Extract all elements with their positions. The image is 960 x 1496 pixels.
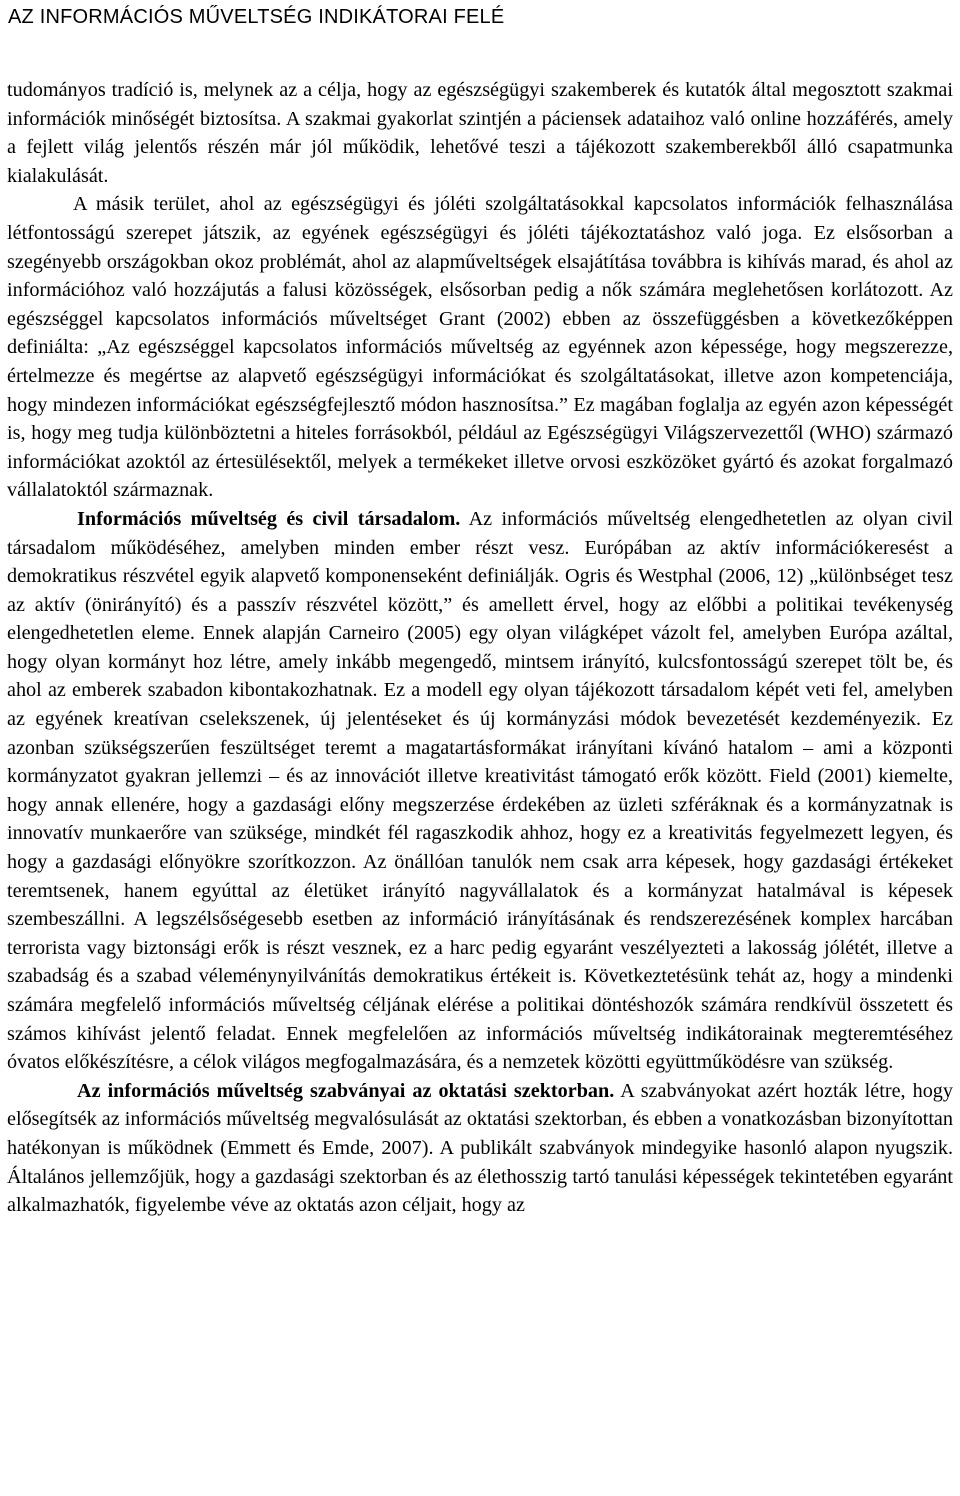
paragraph-health-information: A másik terület, ahol az egészségügyi és jóléti szolgáltatásokkal kapcsolatos információk felhasználása létfontosságú szerepet játszik, az egyének egészségügyi és jóléti tájékoztatáshoz való joga. Ez elsősorban a szegényebb országokban okoz problémát, ahol az alapműveltségek elsajátítása továbbra is kihívás marad, és ahol az információhoz való hozzájutás a falusi közösségek, elsősorban pedig a nők számára meglehetősen korlátozott. Az egészséggel kapcsolatos információs műveltséget Grant (2002) ebben az összefüggésben a következőképpen definiálta: „Az egészséggel kapcsolatos információs műveltség az egyénnek azon képessége, hogy megszerezze, értelmezze és megértse az alapvető egészségügyi információkat és szolgáltatásokat, illetve azon kompetenciája, hogy mindezen információkat egészségfejlesztő módon hasznosítsa.” Ez magában foglalja az egyén azon képességét is, hogy meg tudja különböztetni a hiteles forrásokból, például az Egészségügyi Világszervezettől (WHO) származó információkat azoktól az értesülésektől, melyek a termékeket illetve orvosi eszközöket gyártó és azokat forgalmazó vállalatoktól származnak.	[7, 193, 953, 502]
paragraph-continuation: tudományos tradíció is, melynek az a célja, hogy az egészségügyi szakemberek és kutatók által megosztott szakmai információk minőségét biztosítsa. A szakmai gyakorlat szintjén a páciensek adataihoz való online hozzáférés, amely a fejlett világ jelentős részén már jól működik, lehetővé teszi a tájékozott szakemberekből álló csapatmunka kialakulását.	[7, 79, 953, 187]
section-heading-civil-society: Információs műveltség és civil társadalom.	[77, 507, 461, 530]
paragraph-civil-society	[7, 505, 953, 1077]
paragraph-civil-society-text: Az információs műveltség elengedhetetlen az olyan civil társadalom működéséhez, amelyben minden ember részt vesz. Európában az aktív információkeresést a demokratikus részvétel egyik alapvető komponenseként definiálják. Ogris és Westphal (2006, 12) „különbséget tesz az aktív (önirányító) és a passzív részvétel között,” és amellett érvel, hogy az előbbi a politikai tevékenység elengedhetetlen eleme. Ennek alapján Carneiro (2005) egy olyan világképet vázolt fel, amelyben Európa azáltal, hogy olyan kormányt hoz létre, amely inkább megengedő, mintsem irányító, kulcsfontosságú szerepet tölt be, és ahol az emberek szabadon kibontakozhatnak. Ez a modell egy olyan tájékozott társadalom képét veti fel, amelyben az egyének kreatívan cselekszenek, új jelentéseket és új kormányzási módok bevezetését kezdeményezik. Ez azonban szükségszerűen feszültséget teremt a magatartásformákat irányítani kívánó hatalom – ami a központi kormányzatot gyakran jellemzi – és az innovációt illetve kreativitást támogató erők között. Field (2001) kiemelte, hogy annak ellenére, hogy a gazdasági előny megszerzése érdekében az üzleti szféráknak és a kormányzatnak is innovatív munkaerőre van szüksége, mindkét fél ragaszkodik ahhoz, hogy ez a kreativitás fegyelmezett legyen, és hogy a gazdasági előnyökre szorítkozzon. Az önállóan tanulók nem csak arra képesek, hogy gazdasági értékeket teremtsenek, hanem egyúttal az életüket irányító nagyvállalatok és a kormányzat hatalmával is képesek szembeszállni. A legszélsőségesebb esetben az információ irányításának és rendszerezésének komplex harcában terrorista vagy biztonsági erők is részt vesznek, ez a harc pedig egyaránt veszélyezteti a lakosság jólétét, illetve a szabadság és a szabad véleménynyilvánítás demokratikus értékeit is. Következtetésünk tehát az, hogy a mindenki számára megfelelő információs műveltség céljának elérése a politikai döntéshozók számára rendkívül összetett és számos kihívást jelentő feladat. Ennek megfelelően az információs műveltség indikátorainak megteremtéséhez óvatos előkészítésre, a célok világos megfogalmazására, és a nemzetek közötti együttműködésre van szükség.	[7, 507, 953, 1074]
running-header: AZ INFORMÁCIÓS MŰVELTSÉG INDIKÁTORAI FELÉ	[8, 6, 505, 28]
section-heading-education-standards: Az információs műveltség szabványai az oktatási szektorban.	[77, 1079, 615, 1102]
paragraph-education-standards-text: A szabványokat azért hozták létre, hogy elősegítsék az információs műveltség megvalósulását az oktatási szektorban, és ebben a vonatkozásban bizonyítottan hatékonyan is működnek (Emmett és Emde, 2007). A publikált szabványok mindegyike hasonló alapon nyugszik. Általános jellemzőjük, hogy a gazdasági szektorban és az élethosszig tartó tanulási képességek tekintetében egyaránt alkalmazhatók, figyelembe véve az oktatás azon céljait, hogy az	[7, 1079, 953, 1217]
paragraph-education-standards	[7, 1077, 953, 1220]
document-body	[7, 76, 953, 1220]
